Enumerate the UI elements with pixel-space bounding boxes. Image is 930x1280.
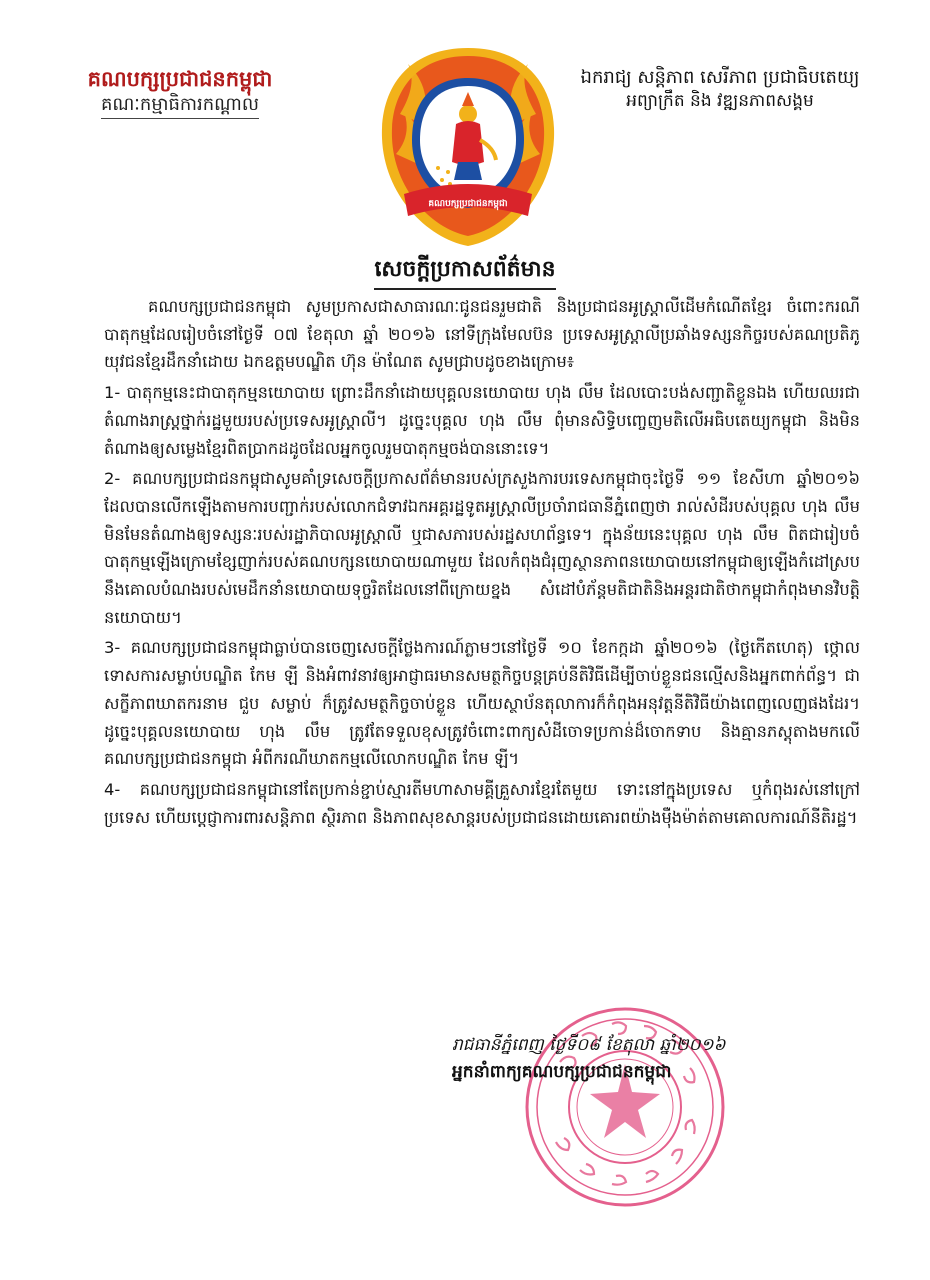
party-header (40, 66, 320, 119)
document-title (0, 255, 930, 290)
intro-paragraph: គណបក្សប្រជាជនកម្ពុជា សូមប្រកាសជាសាធារណៈជូនជនរួមជាតិ និងប្រជាជនអូស្ត្រាលីដើមកំណើតខ្មែរ ចំពោះករណីបាតុកម្មដែលរៀបចំនៅថ្ងៃទី ០៧ ខែតុលា ឆ្នាំ ២០១៦ នៅទីក្រុងមែលប៊ន ប្រទេសអូស្ត្រាលីប្រឆាំងទស្សនកិច្ចរបស់គណប្រតិភូយុវជនខ្មែរដឹកនាំដោយ ឯកឧត្តមបណ្ឌិត ហ៊ុន ម៉ាណែត សូមជ្រាបដូចខាងក្រោម៖ (104, 297, 860, 372)
party-name: គណបក្សប្រជាជនកម្ពុជា (87, 67, 273, 91)
document-body (104, 293, 860, 834)
kingdom-slogan: ឯករាជ្យ សន្តិភាព សេរីភាព ប្រជាធិបតេយ្យ (580, 67, 860, 88)
kingdom-header (555, 66, 885, 113)
signoff-block (452, 1033, 852, 1086)
date-place-line: រាជធានីភ្នំពេញ ថ្ងៃទី០៨ ខែតុលា ឆ្នាំ២០១៦ (452, 1035, 726, 1055)
emblem-banner-text: គណបក្សប្រជាជនកម្ពុជា (428, 199, 508, 209)
paragraph-1: 1- បាតុកម្មនេះជាបាតុកម្មនយោបាយ ព្រោះដឹកនាំដោយបុគ្គលនយោបាយ ហុង លឹម ដែលបោះបង់សញ្ជាតិខ្លួនឯង ហើយឈរជាតំណាងរាស្ត្រថ្នាក់រដ្ឋមួយរបស់ប្រទេសអូស្ត្រាលី។ ដូច្នេះបុគ្គល ហុង លឹម ពុំមានសិទ្ធិបញ្ចេញមតិលើអធិបតេយ្យកម្ពុជា និងមិនតំណាងឲ្យសម្លេងខ្មែរពិតប្រាកដដូចដែលអ្នកចូលរួមបាតុកម្មចង់បាននោះទេ។ (104, 383, 860, 458)
paragraph-4: 4- គណបក្សប្រជាជនកម្ពុជានៅតែប្រកាន់ខ្ជាប់ស្មារតីមហាសាមគ្គីគ្រួសារខ្មែរតែមួយ ទោះនៅក្នុងប្រទេស ឬកំពុងរស់នៅក្រៅប្រទេស ហើយប្តេជ្ញាការពារសន្តិភាព ស្ថិរភាព និងភាពសុខសាន្តរបស់ប្រជាជនដោយគោរពយ៉ាងម៉ឺងម៉ាត់តាមគោលការណ៍នីតិរដ្ឋ។ (104, 779, 860, 827)
committee-name: គណៈកម្មាធិការកណ្តាល (101, 93, 259, 118)
paragraph-3: 3- គណបក្សប្រជាជនកម្ពុជាធ្លាប់បានចេញសេចក្តីថ្លែងការណ៍ភ្លាមៗនៅថ្ងៃទី ១០ ខែកក្កដា ឆ្នាំ២០១៦ (ថ្ងៃកើតហេតុ) ថ្កោលទោសការសម្លាប់បណ្ឌិត កែម ឡី និងអំពាវនាវឲ្យអាជ្ញាធរមានសមត្ថកិច្ចបន្តគ្រប់នីតិវិធីដើម្បីចាប់ខ្លួនជនល្មើសនិងអ្នកពាក់ព័ន្ធ។ ជាសក្ខីភាពឃាតករនាម ជួប សម្លាប់ ក៏ត្រូវសមត្ថកិច្ចចាប់ខ្លួន ហើយស្ថាប័នតុលាការក៏កំពុងអនុវត្តនីតិវិធីយ៉ាងពេញលេញផងដែរ។ ដូច្នេះបុគ្គលនយោបាយ ហុង លឹម ត្រូវតែទទួលខុសត្រូវចំពោះពាក្យសំដីចោទប្រកាន់ដ៏ចោកទាប និងគ្មានភស្តុតាងមកលើគណបក្សប្រជាជនកម្ពុជា អំពីករណីឃាតកម្មលើលោកបណ្ឌិត កែម ឡី។ (104, 638, 860, 769)
party-emblem-logo (378, 44, 558, 249)
document-title-text: សេចក្តីប្រកាសព័ត៌មាន (374, 255, 555, 290)
paragraph-2: 2- គណបក្សប្រជាជនកម្ពុជាសូមគាំទ្រសេចក្តីប្រកាសព័ត៌មានរបស់ក្រសួងការបរទេសកម្ពុជាចុះថ្ងៃទី ១១ ខែសីហា ឆ្នាំ២០១៦ ដែលបានលើកឡើងតាមការបញ្ជាក់របស់លោកជំទាវឯកអគ្គរដ្ឋទូតអូស្ត្រាលីប្រចាំរាជធានីភ្នំពេញថា រាល់សំដីរបស់បុគ្គល ហុង លឹម មិនមែនតំណាងឲ្យទស្សនៈរបស់រដ្ឋាភិបាលអូស្ត្រាលី ឬជាសភារបស់រដ្ឋសហព័ន្ធទេ។ ក្នុងន័យនេះបុគ្គល ហុង លឹម ពិតជារៀបចំបាតុកម្មឡើងក្រោមខ្សែញាក់របស់គណបក្សនយោបាយណាមួយ ដែលកំពុងជំរុញស្ថានភាពនយោបាយនៅកម្ពុជាឲ្យឡើងកំដៅស្របនឹងគោលបំណងរបស់មេដឹកនាំនយោបាយទុច្ចរិតដែលនៅពីក្រោយខ្នង សំដៅបំភ័ន្តមតិជាតិនិងអន្តរជាតិថាកម្ពុជាកំពុងមានវិបត្តិនយោបាយ។ (104, 469, 860, 627)
motto-slogan: អព្យាក្រឹត និង វឌ្ឍនភាពសង្គម (626, 91, 814, 112)
spokesperson-title: អ្នកនាំពាក្យគណបក្សប្រជាជនកម្ពុជា (452, 1061, 672, 1082)
